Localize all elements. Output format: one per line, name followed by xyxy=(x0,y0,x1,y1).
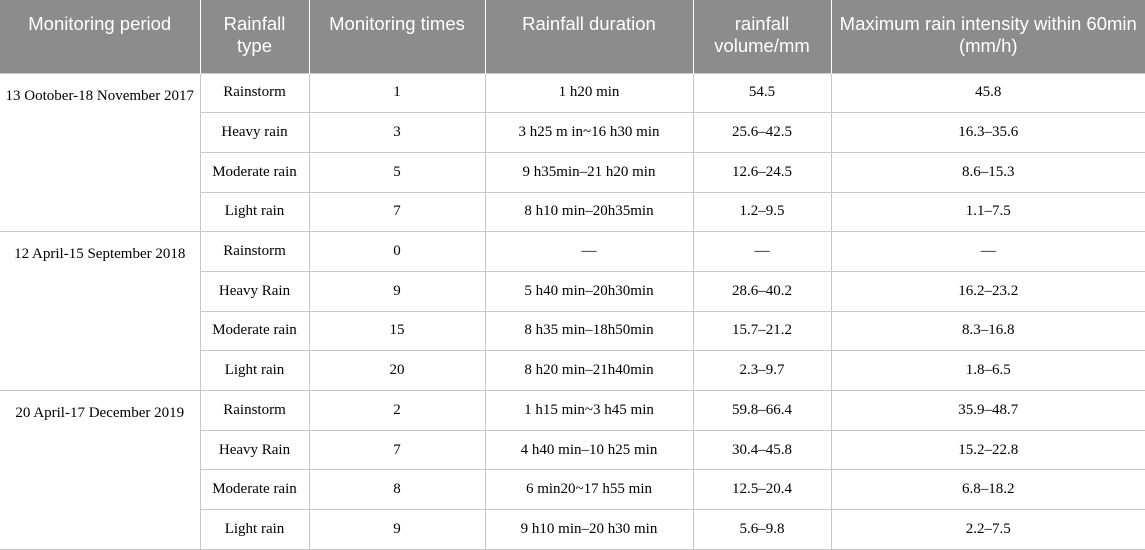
rain-intensity-cell: 45.8 xyxy=(831,73,1145,113)
rainfall-volume-cell: 5.6–9.8 xyxy=(693,510,831,550)
monitoring-times-cell: 2 xyxy=(309,391,485,431)
rainfall-duration-cell: 8 h35 min–18h50min xyxy=(485,311,693,351)
rainfall-volume-cell: 12.6–24.5 xyxy=(693,152,831,192)
period-cell: 13 Ootober-18 November 2017 xyxy=(0,73,200,232)
rainfall-volume-cell: 54.5 xyxy=(693,73,831,113)
rainfall-volume-cell: 12.5–20.4 xyxy=(693,470,831,510)
rainfall-type-cell: Moderate rain xyxy=(200,311,309,351)
monitoring-times-cell: 7 xyxy=(309,192,485,232)
monitoring-times-cell: 0 xyxy=(309,232,485,272)
rainfall-type-cell: Rainstorm xyxy=(200,73,309,113)
rain-intensity-cell: 1.8–6.5 xyxy=(831,351,1145,391)
rainfall-duration-cell: 5 h40 min–20h30min xyxy=(485,271,693,311)
rain-intensity-cell: 16.3–35.6 xyxy=(831,113,1145,153)
monitoring-times-cell: 7 xyxy=(309,430,485,470)
table-row xyxy=(0,73,1145,113)
monitoring-times-cell: 9 xyxy=(309,510,485,550)
header-row xyxy=(0,0,1145,73)
rainfall-duration-cell: 1 h20 min xyxy=(485,73,693,113)
rainfall-volume-cell: 15.7–21.2 xyxy=(693,311,831,351)
rainfall-volume-cell: 28.6–40.2 xyxy=(693,271,831,311)
rain-intensity-cell: 6.8–18.2 xyxy=(831,470,1145,510)
rainfall-type-cell: Heavy Rain xyxy=(200,430,309,470)
rainfall-type-cell: Light rain xyxy=(200,192,309,232)
rainfall-type-cell: Light rain xyxy=(200,351,309,391)
header-rainfall-type: Rainfall type xyxy=(200,0,309,73)
table-row xyxy=(0,232,1145,272)
rain-intensity-cell: 1.1–7.5 xyxy=(831,192,1145,232)
rainfall-duration-cell: 6 min20~17 h55 min xyxy=(485,470,693,510)
rainfall-duration-cell: 4 h40 min–10 h25 min xyxy=(485,430,693,470)
rainfall-volume-cell: 59.8–66.4 xyxy=(693,391,831,431)
rainfall-duration-cell: 3 h25 m in~16 h30 min xyxy=(485,113,693,153)
rainfall-duration-cell: 8 h20 min–21h40min xyxy=(485,351,693,391)
rain-intensity-cell: 8.6–15.3 xyxy=(831,152,1145,192)
table-row xyxy=(0,391,1145,431)
rain-intensity-cell: 15.2–22.8 xyxy=(831,430,1145,470)
rain-intensity-cell: — xyxy=(831,232,1145,272)
rainfall-volume-cell: — xyxy=(693,232,831,272)
rainfall-duration-cell: 8 h10 min–20h35min xyxy=(485,192,693,232)
period-cell: 12 April-15 September 2018 xyxy=(0,232,200,391)
monitoring-times-cell: 20 xyxy=(309,351,485,391)
monitoring-times-cell: 15 xyxy=(309,311,485,351)
header-monitoring-times: Monitoring times xyxy=(309,0,485,73)
rain-intensity-cell: 16.2–23.2 xyxy=(831,271,1145,311)
header-max-rain-intensity: Maximum rain intensity within 60min (mm/h) xyxy=(831,0,1145,73)
header-monitoring-period: Monitoring period xyxy=(0,0,200,73)
rain-intensity-cell: 8.3–16.8 xyxy=(831,311,1145,351)
rainfall-type-cell: Heavy rain xyxy=(200,113,309,153)
rainfall-volume-cell: 30.4–45.8 xyxy=(693,430,831,470)
monitoring-times-cell: 5 xyxy=(309,152,485,192)
rainfall-type-cell: Rainstorm xyxy=(200,391,309,431)
monitoring-times-cell: 3 xyxy=(309,113,485,153)
rainfall-type-cell: Moderate rain xyxy=(200,470,309,510)
rainfall-duration-cell: 1 h15 min~3 h45 min xyxy=(485,391,693,431)
rainfall-duration-cell: 9 h10 min–20 h30 min xyxy=(485,510,693,550)
rainfall-volume-cell: 25.6–42.5 xyxy=(693,113,831,153)
rainfall-type-cell: Moderate rain xyxy=(200,152,309,192)
rainfall-volume-cell: 1.2–9.5 xyxy=(693,192,831,232)
monitoring-times-cell: 1 xyxy=(309,73,485,113)
rainfall-duration-cell: 9 h35min–21 h20 min xyxy=(485,152,693,192)
monitoring-times-cell: 8 xyxy=(309,470,485,510)
period-cell: 20 April-17 December 2019 xyxy=(0,391,200,550)
monitoring-times-cell: 9 xyxy=(309,271,485,311)
header-rainfall-volume: rainfall volume/mm xyxy=(693,0,831,73)
rainfall-duration-cell: — xyxy=(485,232,693,272)
rainfall-volume-cell: 2.3–9.7 xyxy=(693,351,831,391)
rain-intensity-cell: 2.2–7.5 xyxy=(831,510,1145,550)
rainfall-type-cell: Rainstorm xyxy=(200,232,309,272)
rain-intensity-cell: 35.9–48.7 xyxy=(831,391,1145,431)
rainfall-type-cell: Light rain xyxy=(200,510,309,550)
rainfall-type-cell: Heavy Rain xyxy=(200,271,309,311)
header-rainfall-duration: Rainfall duration xyxy=(485,0,693,73)
